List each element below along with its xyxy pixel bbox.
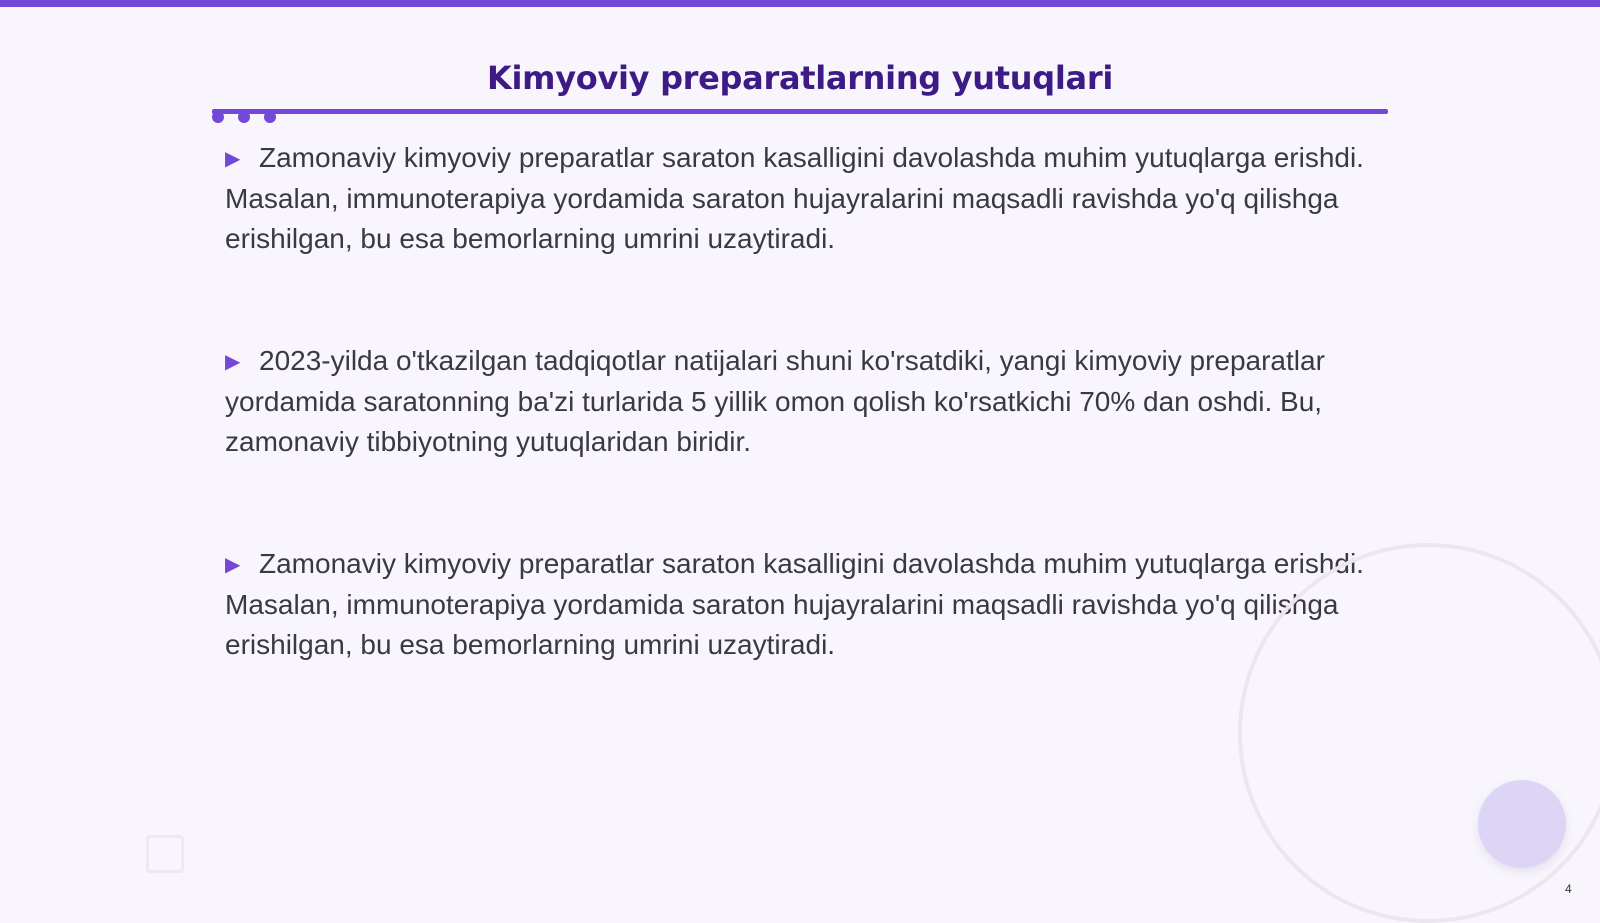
slide-title: Kimyoviy preparatlarning yutuqlari: [486, 59, 1113, 97]
decorative-dot: [264, 111, 276, 123]
triangle-right-icon: ▶: [225, 351, 241, 373]
triangle-right-icon: ▶: [225, 148, 241, 170]
bullet-item: [225, 138, 1385, 259]
decorative-circle: [1478, 780, 1566, 868]
title-underline: [212, 109, 1388, 114]
decorative-dot: [238, 111, 250, 123]
bullet-item: [225, 341, 1385, 462]
bullet-text: Zamonaviy kimyoviy preparatlar saraton kasalligini davolashda muhim yutuqlarga erishdi. Masalan, immunoterapiya yordamida saraton hujayralarini maqsadli ravishda yo'q qilishga erishilgan, bu esa bemorlarning umrini uzaytiradi.: [225, 142, 1364, 254]
decorative-ring: [1238, 543, 1600, 923]
bullet-text: Zamonaviy kimyoviy preparatlar saraton kasalligini davolashda muhim yutuqlarga erishdi. Masalan, immunoterapiya yordamida saraton hujayralarini maqsadli ravishda yo'q qilishga erishilgan, bu esa bemorlarning umrini uzaytiradi.: [225, 548, 1364, 660]
triangle-right-icon: ▶: [225, 554, 241, 576]
decorative-dot: [212, 111, 224, 123]
top-accent-bar: [0, 0, 1600, 7]
decorative-square: [146, 835, 184, 873]
page-number: 4: [1565, 882, 1572, 896]
bullet-text: 2023-yilda o'tkazilgan tadqiqotlar natijalari shuni ko'rsatdiki, yangi kimyoviy preparatlar yordamida saratonning ba'zi turlarida 5 yillik omon qolish ko'rsatkichi 70% dan oshdi. Bu, zamonaviy tibbiyotning yutuqlaridan biridir.: [225, 345, 1325, 457]
bullet-list: [225, 138, 1385, 747]
bullet-item: [225, 544, 1385, 665]
